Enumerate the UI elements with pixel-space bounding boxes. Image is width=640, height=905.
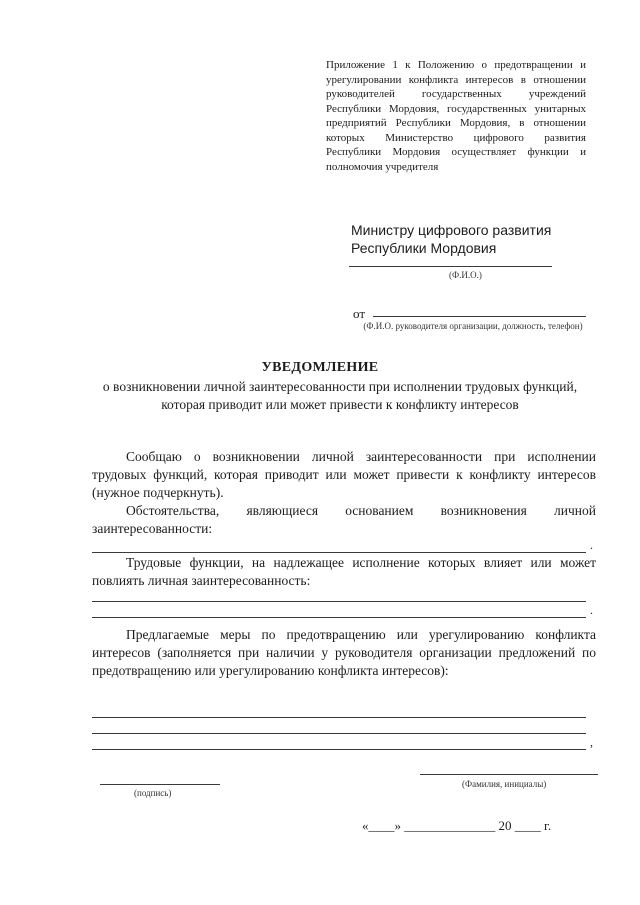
measures-fill-line-2 (92, 733, 586, 734)
document-title: УВЕДОМЛЕНИЕ (261, 360, 379, 375)
addressee-line-1: Министру цифрового развития (351, 222, 552, 238)
name-caption: (Фамилия, инициалы) (462, 779, 547, 789)
date-line: «____» ______________ 20 ____ г. (362, 818, 552, 833)
labor-functions-fill-line-2 (92, 617, 586, 618)
from-caption: (Ф.И.О. руководителя организации, должность, телефон) (363, 321, 583, 331)
signature-caption: (подпись) (134, 788, 172, 798)
appendix-reference: Приложение 1 к Положению о предотвращении и урегулировании конфликта интересов в отношении руководителей государственных учреждений Республики Мордовия, государственных унитарных предприятий Республики Мордовия, в отношении которых Министерство цифрового развития Республики Мордовия осуществляет функции и полномочия учредителя (326, 59, 586, 173)
addressee-block (351, 221, 551, 257)
name-fill-line (420, 774, 598, 775)
paragraph-proposed-measures: Предлагаемые меры по предотвращению или урегулированию конфликта интересов (заполняется при наличии у руководителя организации предложений по предотвращению или урегулированию конфликта интересов): (92, 627, 596, 678)
from-fill-line (373, 316, 586, 317)
fio-fill-line (349, 266, 552, 267)
fio-caption: (Ф.И.О.) (449, 270, 482, 280)
signature-fill-line (100, 784, 220, 785)
paragraph-circumstances: Обстоятельства, являющиеся основанием возникновения личной заинтересованности: (92, 503, 596, 536)
from-label: от (353, 306, 366, 321)
document-subtitle: о возникновении личной заинтересованности при исполнении трудовых функций, которая приводит или может привести к конфликту интересов (102, 379, 578, 412)
measures-fill-line-1 (92, 717, 586, 718)
paragraph-labor-functions: Трудовые функции, на надлежащее исполнение которых влияет или может повлиять личная заинтересованность: (92, 555, 596, 588)
labor-functions-line-end: . (590, 603, 593, 617)
measures-line-end: , (590, 735, 593, 749)
paragraph-notification: Сообщаю о возникновении личной заинтересованности при исполнении трудовых функций, которая приводит или может привести к конфликту интересов (нужное подчеркнуть). (92, 449, 596, 500)
circumstances-line-end: . (590, 538, 593, 552)
circumstances-fill-line (92, 552, 586, 553)
addressee-line-2: Республики Мордовия (351, 240, 497, 256)
labor-functions-fill-line-1 (92, 601, 586, 602)
measures-fill-line-3 (92, 749, 586, 750)
